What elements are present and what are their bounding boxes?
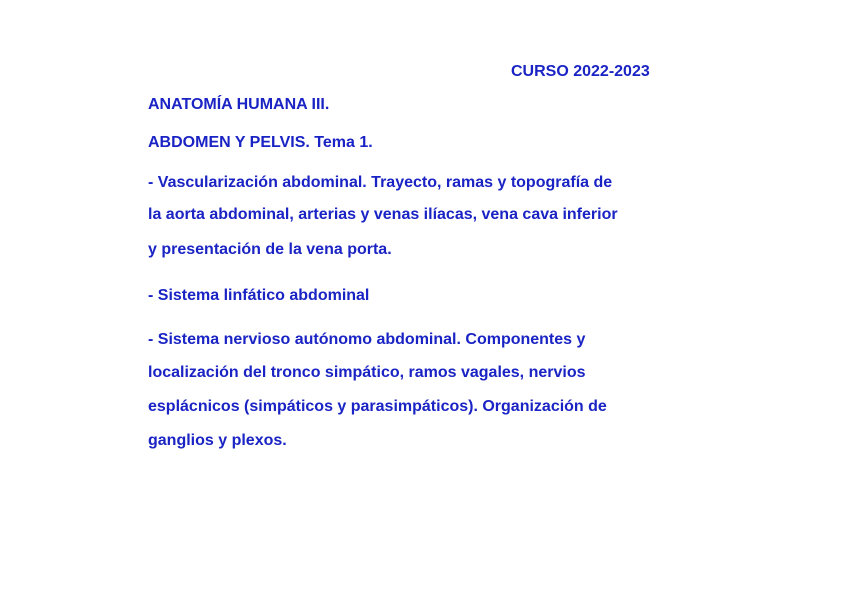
topic-nervous-line-4: ganglios y plexos. [148,432,287,449]
topic-vascular-line-2: la aorta abdominal, arterias y venas ilíacas, vena cava inferior [148,206,618,223]
topic-lymphatic-line-1: - Sistema linfático abdominal [148,287,370,304]
topic-nervous-line-1: - Sistema nervioso autónomo abdominal. Componentes y [148,331,586,348]
unit-title: ABDOMEN Y PELVIS. Tema 1. [148,134,373,151]
topic-nervous-line-3: esplácnicos (simpáticos y parasimpáticos). Organización de [148,398,607,415]
topic-vascular-line-1: - Vascularización abdominal. Trayecto, ramas y topografía de [148,174,613,191]
topic-vascular-line-3: y presentación de la vena porta. [148,241,392,258]
course-year: CURSO 2022-2023 [511,63,650,80]
subject-title: ANATOMÍA HUMANA III. [148,96,330,113]
topic-nervous-line-2: localización del tronco simpático, ramos vagales, nervios [148,364,586,381]
